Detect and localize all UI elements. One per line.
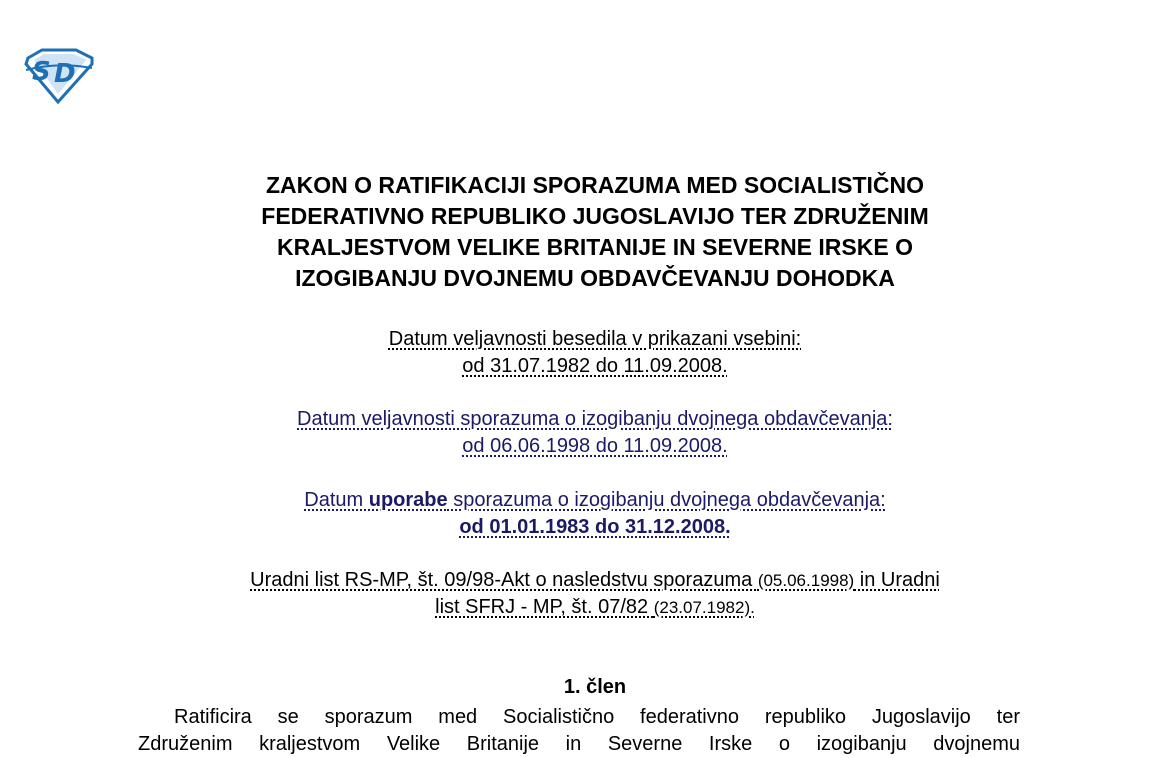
gazette-date: (23.07.1982). — [653, 598, 755, 617]
article-line: Združenim kraljestvom Velike Britanije in Severne Irske o izogibanju dvojnemu — [138, 733, 1020, 755]
gazette-block — [150, 567, 1040, 621]
agreement-application-block — [150, 487, 1040, 541]
article-body — [138, 704, 1020, 758]
title-line: FEDERATIVNO REPUBLIKO JUGOSLAVIJO TER ZDRUŽENIM — [261, 203, 929, 229]
gazette-link-2[interactable] — [150, 594, 1040, 621]
gazette-date: (05.06.1998) — [757, 571, 855, 590]
title-line: IZOGIBANJU DVOJNEMU OBDAVČEVANJU DOHODKA — [295, 265, 895, 291]
svg-text:S: S — [32, 57, 51, 87]
gazette-text-end: in Uradni — [854, 569, 940, 591]
text-validity-block — [150, 326, 1040, 380]
agreement-validity-range[interactable]: od 06.06.1998 do 11.09.2008. — [462, 435, 728, 457]
agreement-application-link[interactable] — [150, 487, 1040, 514]
title-line: KRALJESTVOM VELIKE BRITANIJE IN SEVERNE IRSKE O — [276, 234, 913, 260]
text-validity-link[interactable]: Datum veljavnosti besedila v prikazani vsebini: — [388, 328, 802, 350]
gazette-text: list SFRJ - MP, št. 07/82 — [435, 596, 654, 618]
text-validity-range[interactable]: od 31.07.1982 do 11.09.2008. — [462, 355, 728, 377]
article-line: Ratificira se sporazum med Socialistično federativno republiko Jugoslavijo ter — [174, 706, 1020, 728]
svg-text:D: D — [54, 59, 76, 89]
application-label-bold: uporabe — [368, 489, 448, 511]
gazette-link-1[interactable] — [150, 567, 1040, 594]
agreement-application-range[interactable]: od 01.01.1983 do 31.12.2008. — [459, 516, 731, 538]
application-label-post: sporazuma o izogibanju dvojnega obdavčevanja: — [447, 489, 886, 511]
document-title — [150, 170, 1040, 294]
agreement-validity-block — [150, 406, 1040, 460]
application-label-pre: Datum — [304, 489, 369, 511]
title-line: ZAKON O RATIFIKACIJI SPORAZUMA MED SOCIALISTIČNO — [265, 172, 925, 198]
gazette-text: Uradni list RS-MP, št. 09/98-Akt o nasledstvu sporazuma — [250, 569, 758, 591]
agreement-validity-link[interactable]: Datum veljavnosti sporazuma o izogibanju dvojnega obdavčevanja: — [297, 408, 893, 430]
logo-icon — [22, 48, 96, 104]
article-heading: 1. člen — [563, 676, 627, 698]
